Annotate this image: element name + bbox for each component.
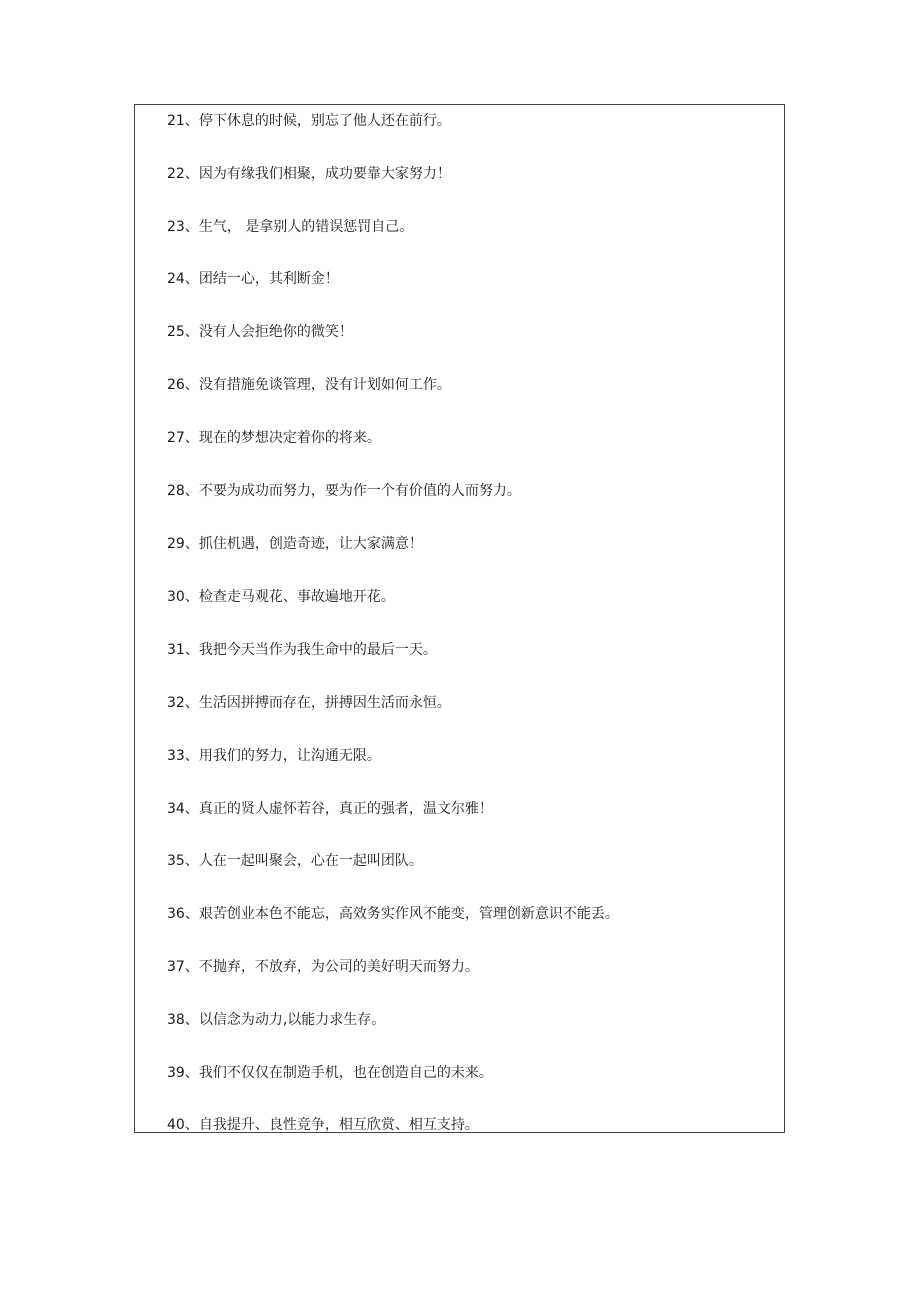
list-item: 34、真正的贤人虚怀若谷，真正的强者，温文尔雅！ [167, 801, 493, 817]
list-item: 38、以信念为动力,以能力求生存。 [167, 1012, 386, 1028]
list-item: 26、没有措施免谈管理，没有计划如何工作。 [167, 377, 451, 393]
list-item: 25、没有人会拒绝你的微笑！ [167, 324, 353, 340]
list-item: 29、抓住机遇，创造奇迹，让大家满意！ [167, 536, 423, 552]
list-item: 33、用我们的努力，让沟通无限。 [167, 748, 381, 764]
list-item: 28、不要为成功而努力，要为作一个有价值的人而努力。 [167, 483, 521, 499]
list-item: 37、不抛弃，不放弃，为公司的美好明天而努力。 [167, 959, 479, 975]
list-item: 22、因为有缘我们相聚，成功要靠大家努力！ [167, 166, 451, 182]
list-item: 40、自我提升、良性竞争，相互欣赏、相互支持。 [167, 1117, 479, 1133]
list-item: 35、人在一起叫聚会，心在一起叫团队。 [167, 853, 423, 869]
list-item: 39、我们不仅仅在制造手机，也在创造自己的未来。 [167, 1065, 493, 1081]
list-item: 32、生活因拼搏而存在，拼搏因生活而永恒。 [167, 695, 451, 711]
list-item: 21、停下休息的时候，别忘了他人还在前行。 [167, 113, 451, 129]
list-item: 27、现在的梦想决定着你的将来。 [167, 430, 381, 446]
list-item: 36、艰苦创业本色不能忘，高效务实作风不能变，管理创新意识不能丢。 [167, 906, 619, 922]
document-page [134, 104, 785, 1133]
list-item: 24、团结一心，其利断金！ [167, 271, 339, 287]
list-item: 31、我把今天当作为我生命中的最后一天。 [167, 642, 437, 658]
list-item: 23、生气， 是拿别人的错误惩罚自己。 [167, 219, 414, 235]
list-item: 30、检查走马观花、事故遍地开花。 [167, 589, 395, 605]
